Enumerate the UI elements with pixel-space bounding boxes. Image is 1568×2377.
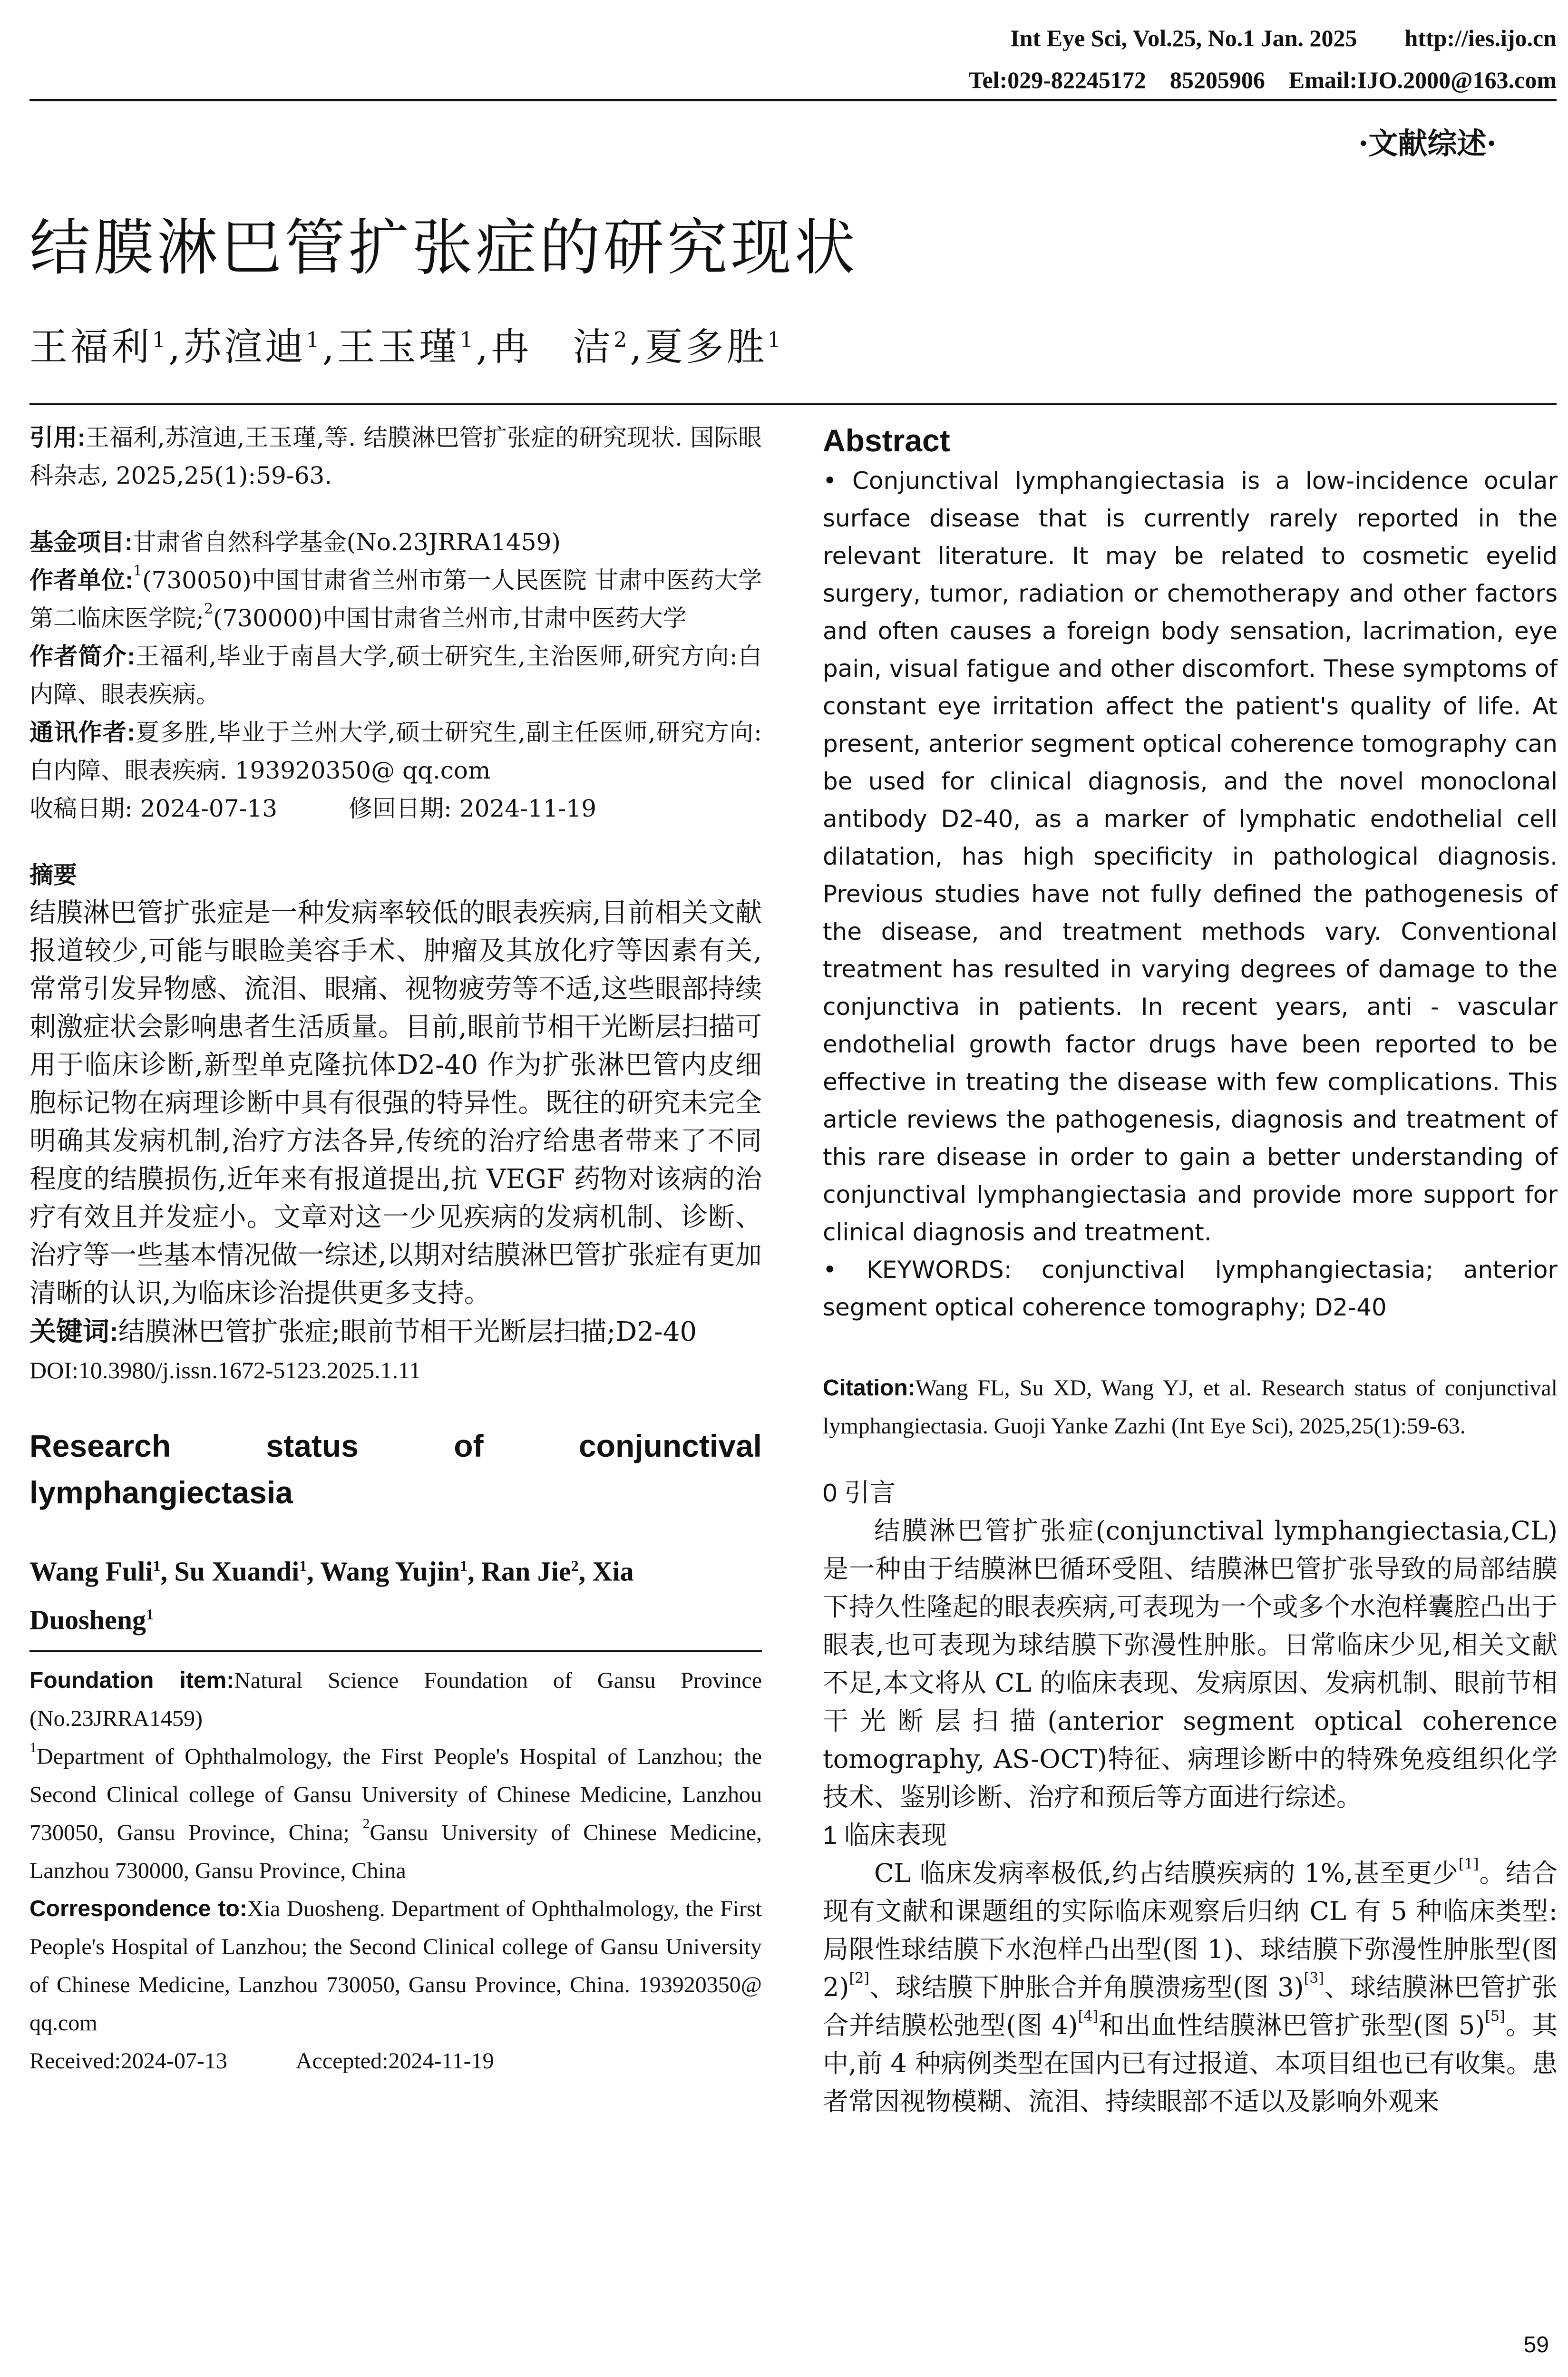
- english-title: Research status of conjunctival lymphangiectasia: [29, 1428, 762, 1510]
- abstract-text-en: • Conjunctival lymphangiectasia is a low-incidence ocular surface disease that is currently rarely reported in the relevant literature. It may be related to cosmetic eyelid surgery, tumor, radiation or chemotherapy and other factors and often causes a foreign body sensation, lacrimation, eye pain, visual fatigue and other discomfort. These symptoms of constant eye irritation affect the patient's quality of life. At present, anterior segment optical coherence tomography can be used for clinical diagnosis, and the novel monoclonal antibody D2-40, as a marker of lymphatic endothelial cell dilatation, has high specificity in pathological diagnosis. Previous studies have not fully defined the pathogenesis of the disease, and treatment methods vary. Conventional treatment has resulted in varying degrees of damage to the conjunctiva in patients. In recent years, anti - vascular endothelial growth factor drugs have been reported to be effective in treating the disease with few complications. This article reviews the pathogenesis, diagnosis and treatment of this rare disease in order to gain a better understanding of conjunctival lymphangiectasia and provide more support for clinical diagnosis and treatment.: [823, 467, 1558, 1246]
- abstract-heading-en: Abstract: [823, 423, 950, 458]
- author-affiliation: 1: [152, 328, 168, 352]
- english-dates: Received:2024-07-13 Accepted:2024-11-19: [29, 2048, 494, 2074]
- abstract-heading-cn: 摘要: [29, 862, 77, 888]
- author-bio: 作者简介:王福利,毕业于南昌大学,硕士研究生,主治医师,研究方向:白内障、眼表疾病。: [29, 643, 762, 708]
- author-name: 冉 洁: [491, 325, 614, 369]
- author-affiliation: 1: [306, 328, 322, 352]
- author-name: 王福利: [29, 325, 152, 369]
- doi: DOI:10.3980/j.issn.1672-5123.2025.1.11: [29, 1357, 421, 1383]
- citation-cn: 引用:王福利,苏渲迪,王玉瑾,等. 结膜淋巴管扩张症的研究现状. 国际眼科杂志, 2025,25(1):59-63.: [29, 424, 762, 489]
- author-affiliation: 2: [614, 328, 630, 352]
- author-affiliation: 1: [459, 328, 476, 352]
- foundation-item: Foundation item:Natural Science Foundation of Gansu Province (No.23JRRA1459): [29, 1667, 762, 1731]
- citation-en: Citation:Wang FL, Su XD, Wang YJ, et al. Research status of conjunctival lymphangiectasia. Guoji Yanke Zazhi (Int Eye Sci), 2025,25(1):59-63.: [823, 1375, 1558, 1439]
- title-rule: [29, 403, 1557, 405]
- author-affiliation: 1: [767, 328, 784, 352]
- author-name: 苏渲迪: [183, 325, 306, 369]
- correspondence-to: Correspondence to:Xia Duosheng. Department of Ophthalmology, the First People's Hospital of Lanzhou; the Second Clinical college of Gansu University of Chinese Medicine, Lanzhou 730050, Gansu Province, China. 193920350@ qq.com: [29, 1896, 762, 2036]
- english-authors: Wang Fuli$^1$, Su Xuandi$^1$, Wang Yujin$^1$, Ran Jie$^2$, Xia Duosheng$^1$: [29, 1556, 634, 1636]
- author-name: 夏多胜: [644, 325, 768, 369]
- header-rule: [29, 99, 1557, 101]
- dates: 收稿日期: 2024-07-13 修回日期: 2024-11-19: [29, 795, 597, 822]
- page-number: 59: [1523, 2332, 1549, 2358]
- intro-text: 结膜淋巴管扩张症(conjunctival lymphangiectasia,CL)是一种由于结膜淋巴循环受阻、结膜淋巴管扩张导致的局部结膜下持久性隆起的眼表疾病,可表现为一个或多个水泡样囊腔凸出于眼表,也可表现为球结膜下弥漫性肿胀。日常临床少见,相关文献不足,本文将从 CL 的临床表现、发病原因、发病机制、眼前节相干光断层扫描(anterior segment optical coherence tomography, AS-OCT)特征、病理诊断中的特殊免疫组织化学技术、鉴别诊断、治疗和预后等方面进行综述。: [823, 1516, 1558, 1812]
- right-column: [823, 419, 1558, 2121]
- english-affiliations: $^1$Department of Ophthalmology, the First People's Hospital of Lanzhou; the Second Clinical college of Gansu University of Chinese Medicine, Lanzhou 730050, Gansu Province, China; $^2$Gansu University of Chinese Medicine, Lanzhou 730000, Gansu Province, China: [29, 1739, 762, 1883]
- author-unit: 作者单位:$^1$(730050)中国甘肃省兰州市第一人民医院 甘肃中医药大学第二临床医学院;$^2$(730000)中国甘肃省兰州市,甘肃中医药大学: [29, 563, 762, 632]
- contact-info-line: Tel:029-82245172 85205906 Email:IJO.2000@163.com: [968, 67, 1557, 93]
- fund-info: 基金项目:甘肃省自然科学基金(No.23JRRA1459): [29, 528, 561, 556]
- keywords-cn: 关键词:结膜淋巴管扩张症;眼前节相干光断层扫描;D2-40: [29, 1316, 697, 1347]
- clinical-text: CL 临床发病率极低,约占结膜疾病的 1%,甚至更少[1]。结合现有文献和课题组的实际临床观察后归纳 CL 有 5 种临床类型:局限性球结膜下水泡样凸出型(图 1)、球结膜下弥漫性肿胀型(图 2)[2]、球结膜下肿胀合并角膜溃疡型(图 3)[3]、球结膜淋巴管扩张合并结膜松弛型(图 4)[4]和出血性结膜淋巴管扩张型(图 5)[5]。其中,前 4 种病例类型在国内已有过报道、本项目组也已有收集。患者常因视物模糊、流泪、持续眼部不适以及影响外观来: [823, 1856, 1558, 2116]
- section-tag: ·文献综述·: [1358, 126, 1497, 161]
- author-name: 王玉瑾: [337, 325, 460, 369]
- article-title: 结膜淋巴管扩张症的研究现状: [29, 213, 858, 283]
- keywords-en: • KEYWORDS: conjunctival lymphangiectasia; anterior segment optical coherence tomography; D2-40: [823, 1256, 1558, 1321]
- journal-info-line: Int Eye Sci, Vol.25, No.1 Jan. 2025 http://ies.ijo.cn: [1010, 25, 1557, 51]
- left-column: [29, 419, 762, 2080]
- clinical-heading: 1 临床表现: [823, 1821, 947, 1850]
- intro-heading: 0 引言: [823, 1479, 896, 1507]
- author-list: 王福利$^1$,苏渲迪$^1$,王玉瑾$^1$,冉 洁$^2$,夏多胜$^1$: [29, 325, 784, 369]
- abstract-text-cn: 结膜淋巴管扩张症是一种发病率较低的眼表疾病,目前相关文献报道较少,可能与眼睑美容手术、肿瘤及其放化疗等因素有关,常常引发异物感、流泪、眼痛、视物疲劳等不适,这些眼部持续刺激症状会影响患者生活质量。目前,眼前节相干光断层扫描可用于临床诊断,新型单克隆抗体D2-40 作为扩张淋巴管内皮细胞标记物在病理诊断中具有很强的特异性。既往的研究未完全明确其发病机制,治疗方法各异,传统的治疗给患者带来了不同程度的结膜损伤,近年来有报道提出,抗 VEGF 药物对该病的治疗有效且并发症小。文章对这一少见疾病的发病机制、诊断、治疗等一些基本情况做一综述,以期对结膜淋巴管扩张症有更加清晰的认识,为临床诊治提供更多支持。: [29, 897, 762, 1309]
- corresponding-author: 通讯作者:夏多胜,毕业于兰州大学,硕士研究生,副主任医师,研究方向:白内障、眼表疾病. 193920350@ qq.com: [29, 719, 762, 784]
